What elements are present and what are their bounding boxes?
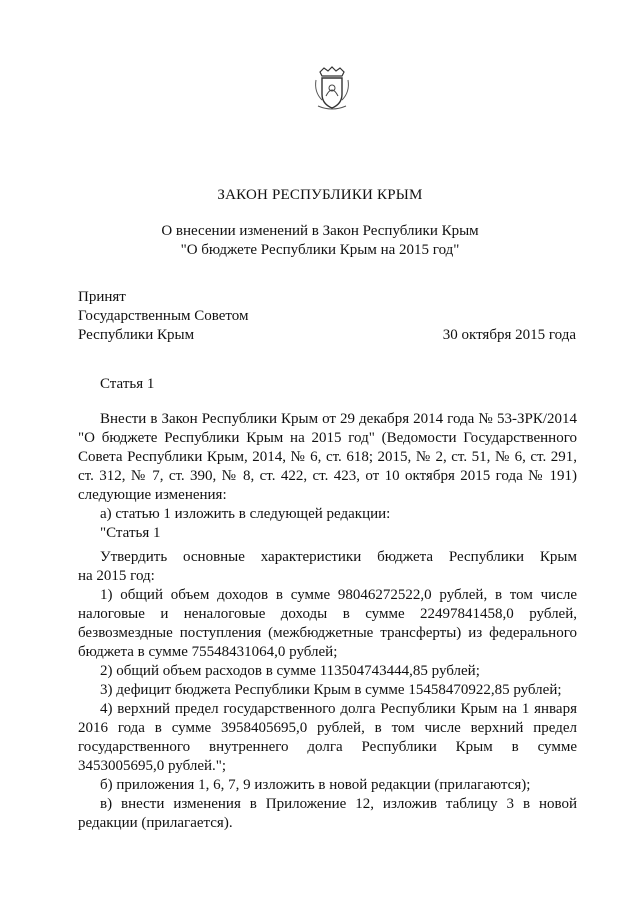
- text-line: на 2015 год:: [78, 568, 155, 584]
- item-a: а) статью 1 изложить в следующей редакции:: [100, 506, 391, 522]
- adoption-block: [78, 288, 249, 345]
- text-line: 4) верхний предел государственного долга Республики Крым на 1 января: [100, 701, 577, 717]
- item-v: в) внести изменения в Приложение 12, изложив таблицу 3 в новой: [100, 796, 577, 812]
- item-v: редакции (прилагается).: [78, 815, 233, 831]
- text-line: безвозмездные поступления (межбюджетные трансферты) из федерального: [78, 625, 577, 641]
- text-line: Совета Республики Крым, 2014, № 6, ст. 618; 2015, № 2, ст. 51, № 6, ст. 291,: [78, 449, 577, 465]
- law-subtitle: [0, 222, 640, 260]
- text-line: 1) общий объем доходов в сумме 98046272522,0 рублей, в том числе: [100, 587, 577, 603]
- adoption-date: 30 октября 2015 года: [442, 327, 576, 343]
- article-intro: [78, 410, 577, 543]
- item-b: б) приложения 1, 6, 7, 9 изложить в новой редакции (прилагаются);: [100, 777, 531, 793]
- law-title: ЗАКОН РЕСПУБЛИКИ КРЫМ: [217, 187, 423, 203]
- text-line: ст. 312, № 7, ст. 390, № 8, ст. 422, ст. 423, от 10 октября 2015 года № 191): [78, 468, 577, 484]
- text-line: 3) дефицит бюджета Республики Крым в сумме 15458470922,85 рублей;: [100, 682, 562, 698]
- text-line: Внести в Закон Республики Крым от 29 декабря 2014 года № 53-ЗРК/2014: [100, 411, 577, 427]
- text-line: 2) общий объем расходов в сумме 113504743444,85 рублей;: [100, 663, 480, 679]
- article-heading: Статья 1: [100, 376, 155, 392]
- adopted-label: Принят: [78, 289, 126, 305]
- text-line: следующие изменения:: [78, 487, 227, 503]
- text-line: 2016 года в сумме 3958405695,0 рублей, в том числе верхний предел: [78, 720, 577, 736]
- text-line: Утвердить основные характеристики бюджета Республики Крым: [100, 549, 577, 565]
- text-line: 3453005695,0 рублей.";: [78, 758, 227, 774]
- text-line: "О бюджете Республики Крым на 2015 год" (Ведомости Государственного: [78, 430, 577, 446]
- article-body: [78, 548, 577, 833]
- adopted-body: Республики Крым: [78, 327, 195, 343]
- subtitle-line: "О бюджете Республики Крым на 2015 год": [180, 242, 460, 258]
- subtitle-line: О внесении изменений в Закон Республики Крым: [161, 223, 479, 239]
- text-line: государственного внутреннего долга Республики Крым в сумме: [78, 739, 577, 755]
- adopted-body: Государственным Советом: [78, 308, 249, 324]
- crimea-coat-of-arms-icon: [312, 66, 352, 110]
- text-line: бюджета в сумме 75548431064,0 рублей;: [78, 644, 338, 660]
- quoted-heading: "Статья 1: [100, 525, 161, 541]
- text-line: налоговые и неналоговые доходы в сумме 22497841458,0 рублей,: [78, 606, 577, 622]
